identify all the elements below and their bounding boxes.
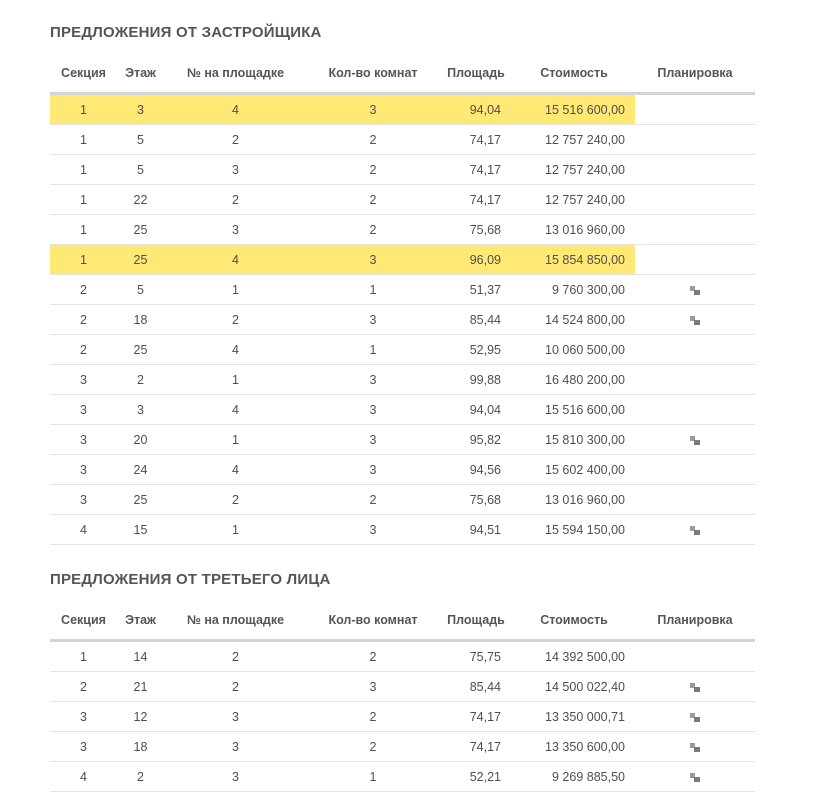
cell-area: 94,51: [439, 515, 513, 545]
cell-floor: 12: [117, 702, 164, 732]
floorplan-icon[interactable]: [690, 316, 700, 325]
cell-area: 99,88: [439, 365, 513, 395]
cell-area: 74,17: [439, 702, 513, 732]
cell-floor: 25: [117, 335, 164, 365]
table-row: [50, 245, 755, 275]
cell-area: 85,44: [439, 305, 513, 335]
developer-table-body: [50, 94, 755, 545]
cell-number: 4: [164, 455, 307, 485]
cell-number: 2: [164, 185, 307, 215]
cell-section: 1: [50, 155, 117, 185]
cell-plan: [635, 125, 755, 155]
cell-plan: [635, 485, 755, 515]
column-header-section: Секция: [50, 54, 117, 94]
table-row: [50, 335, 755, 365]
cell-floor: 2: [117, 365, 164, 395]
column-header-plan: Планировка: [635, 601, 755, 641]
table-row: [50, 185, 755, 215]
cell-floor: 3: [117, 395, 164, 425]
cell-rooms: 3: [307, 305, 439, 335]
column-header-rooms: Кол-во комнат: [307, 54, 439, 94]
cell-price: 13 350 000,71: [513, 702, 635, 732]
cell-rooms: 3: [307, 245, 439, 275]
cell-number: 4: [164, 335, 307, 365]
table-row: [50, 702, 755, 732]
cell-rooms: 3: [307, 455, 439, 485]
cell-area: 52,95: [439, 335, 513, 365]
cell-price: 14 524 800,00: [513, 305, 635, 335]
cell-price: 15 516 600,00: [513, 94, 635, 125]
table-row: [50, 672, 755, 702]
cell-floor: 21: [117, 672, 164, 702]
column-header-area: Площадь: [439, 601, 513, 641]
cell-price: 13 016 960,00: [513, 485, 635, 515]
cell-rooms: 2: [307, 485, 439, 515]
cell-area: 85,44: [439, 672, 513, 702]
cell-price: 12 757 240,00: [513, 185, 635, 215]
table-row: [50, 305, 755, 335]
cell-price: 15 594 150,00: [513, 515, 635, 545]
third-party-table-body: [50, 641, 755, 792]
cell-rooms: 1: [307, 275, 439, 305]
cell-rooms: 3: [307, 672, 439, 702]
cell-section: 2: [50, 305, 117, 335]
cell-section: 3: [50, 455, 117, 485]
cell-floor: 14: [117, 641, 164, 672]
cell-section: 2: [50, 672, 117, 702]
cell-section: 3: [50, 365, 117, 395]
third-party-offers-table: [50, 601, 755, 792]
cell-rooms: 2: [307, 732, 439, 762]
cell-area: 74,17: [439, 125, 513, 155]
column-header-floor: Этаж: [117, 54, 164, 94]
cell-price: 15 854 850,00: [513, 245, 635, 275]
cell-number: 1: [164, 515, 307, 545]
cell-section: 3: [50, 425, 117, 455]
cell-section: 2: [50, 335, 117, 365]
cell-plan: [635, 425, 755, 455]
cell-number: 1: [164, 275, 307, 305]
floorplan-icon[interactable]: [690, 683, 700, 692]
cell-rooms: 3: [307, 365, 439, 395]
cell-rooms: 2: [307, 155, 439, 185]
cell-floor: 18: [117, 305, 164, 335]
cell-floor: 15: [117, 515, 164, 545]
floorplan-icon[interactable]: [690, 526, 700, 535]
cell-area: 74,17: [439, 185, 513, 215]
cell-number: 1: [164, 425, 307, 455]
column-header-number: № на площадке: [164, 601, 307, 641]
table-header-row: [50, 601, 755, 641]
cell-area: 75,75: [439, 641, 513, 672]
cell-price: 9 269 885,50: [513, 762, 635, 792]
cell-plan: [635, 702, 755, 732]
cell-section: 1: [50, 125, 117, 155]
cell-rooms: 1: [307, 762, 439, 792]
cell-rooms: 3: [307, 395, 439, 425]
cell-section: 3: [50, 702, 117, 732]
cell-area: 94,04: [439, 395, 513, 425]
cell-plan: [635, 155, 755, 185]
cell-price: 15 810 300,00: [513, 425, 635, 455]
cell-floor: 25: [117, 485, 164, 515]
cell-area: 74,17: [439, 732, 513, 762]
cell-number: 2: [164, 305, 307, 335]
table-row: [50, 762, 755, 792]
cell-floor: 18: [117, 732, 164, 762]
floorplan-icon[interactable]: [690, 713, 700, 722]
column-header-plan: Планировка: [635, 54, 755, 94]
cell-rooms: 2: [307, 125, 439, 155]
developer-offers-section: [50, 23, 755, 545]
cell-section: 4: [50, 515, 117, 545]
cell-number: 4: [164, 94, 307, 125]
column-header-rooms: Кол-во комнат: [307, 601, 439, 641]
cell-plan: [635, 94, 755, 125]
cell-price: 16 480 200,00: [513, 365, 635, 395]
floorplan-icon[interactable]: [690, 743, 700, 752]
section-title: ПРЕДЛОЖЕНИЯ ОТ ТРЕТЬЕГО ЛИЦА: [50, 571, 331, 588]
table-row: [50, 515, 755, 545]
table-row: [50, 155, 755, 185]
cell-area: 95,82: [439, 425, 513, 455]
cell-plan: [635, 185, 755, 215]
cell-plan: [635, 641, 755, 672]
column-header-price: Стоимость: [513, 601, 635, 641]
cell-plan: [635, 275, 755, 305]
cell-price: 14 500 022,40: [513, 672, 635, 702]
cell-section: 3: [50, 395, 117, 425]
column-header-section: Секция: [50, 601, 117, 641]
cell-number: 3: [164, 702, 307, 732]
cell-plan: [635, 762, 755, 792]
cell-floor: 25: [117, 215, 164, 245]
table-row: [50, 94, 755, 125]
table-row: [50, 732, 755, 762]
cell-price: 15 516 600,00: [513, 395, 635, 425]
table-header-row: [50, 54, 755, 94]
cell-area: 74,17: [439, 155, 513, 185]
cell-number: 2: [164, 485, 307, 515]
floorplan-icon[interactable]: [690, 773, 700, 782]
cell-number: 3: [164, 215, 307, 245]
cell-section: 4: [50, 762, 117, 792]
cell-price: 13 350 600,00: [513, 732, 635, 762]
cell-floor: 5: [117, 125, 164, 155]
cell-price: 15 602 400,00: [513, 455, 635, 485]
cell-plan: [635, 305, 755, 335]
cell-plan: [635, 365, 755, 395]
cell-floor: 2: [117, 762, 164, 792]
cell-rooms: 2: [307, 185, 439, 215]
cell-price: 12 757 240,00: [513, 125, 635, 155]
cell-number: 3: [164, 762, 307, 792]
cell-rooms: 2: [307, 641, 439, 672]
cell-number: 2: [164, 641, 307, 672]
floorplan-icon[interactable]: [690, 436, 700, 445]
cell-rooms: 1: [307, 335, 439, 365]
cell-plan: [635, 215, 755, 245]
cell-section: 3: [50, 732, 117, 762]
cell-price: 12 757 240,00: [513, 155, 635, 185]
table-row: [50, 455, 755, 485]
cell-number: 2: [164, 125, 307, 155]
column-header-price: Стоимость: [513, 54, 635, 94]
cell-floor: 5: [117, 275, 164, 305]
cell-plan: [635, 455, 755, 485]
cell-floor: 25: [117, 245, 164, 275]
cell-plan: [635, 395, 755, 425]
table-row: [50, 641, 755, 672]
cell-area: 94,04: [439, 94, 513, 125]
cell-section: 1: [50, 245, 117, 275]
cell-area: 75,68: [439, 485, 513, 515]
third-party-offers-section: [50, 570, 755, 792]
cell-rooms: 3: [307, 425, 439, 455]
cell-section: 1: [50, 185, 117, 215]
column-header-area: Площадь: [439, 54, 513, 94]
cell-section: 3: [50, 485, 117, 515]
table-row: [50, 215, 755, 245]
cell-rooms: 3: [307, 94, 439, 125]
cell-price: 10 060 500,00: [513, 335, 635, 365]
cell-section: 1: [50, 641, 117, 672]
cell-area: 51,37: [439, 275, 513, 305]
column-header-number: № на площадке: [164, 54, 307, 94]
cell-plan: [635, 515, 755, 545]
table-row: [50, 125, 755, 155]
cell-area: 96,09: [439, 245, 513, 275]
cell-plan: [635, 672, 755, 702]
cell-rooms: 3: [307, 515, 439, 545]
cell-price: 9 760 300,00: [513, 275, 635, 305]
table-row: [50, 485, 755, 515]
cell-area: 94,56: [439, 455, 513, 485]
cell-plan: [635, 335, 755, 365]
cell-rooms: 2: [307, 215, 439, 245]
table-row: [50, 395, 755, 425]
cell-number: 4: [164, 245, 307, 275]
cell-floor: 22: [117, 185, 164, 215]
cell-price: 14 392 500,00: [513, 641, 635, 672]
cell-number: 3: [164, 732, 307, 762]
column-header-floor: Этаж: [117, 601, 164, 641]
cell-number: 2: [164, 672, 307, 702]
cell-number: 4: [164, 395, 307, 425]
cell-number: 3: [164, 155, 307, 185]
developer-offers-table: [50, 54, 755, 545]
section-title: ПРЕДЛОЖЕНИЯ ОТ ЗАСТРОЙЩИКА: [50, 24, 322, 41]
cell-rooms: 2: [307, 702, 439, 732]
cell-area: 75,68: [439, 215, 513, 245]
cell-plan: [635, 245, 755, 275]
cell-floor: 20: [117, 425, 164, 455]
cell-floor: 24: [117, 455, 164, 485]
cell-number: 1: [164, 365, 307, 395]
cell-floor: 3: [117, 94, 164, 125]
cell-section: 1: [50, 94, 117, 125]
cell-floor: 5: [117, 155, 164, 185]
table-row: [50, 275, 755, 305]
table-row: [50, 365, 755, 395]
table-row: [50, 425, 755, 455]
cell-plan: [635, 732, 755, 762]
floorplan-icon[interactable]: [690, 286, 700, 295]
cell-section: 2: [50, 275, 117, 305]
cell-price: 13 016 960,00: [513, 215, 635, 245]
cell-section: 1: [50, 215, 117, 245]
cell-area: 52,21: [439, 762, 513, 792]
